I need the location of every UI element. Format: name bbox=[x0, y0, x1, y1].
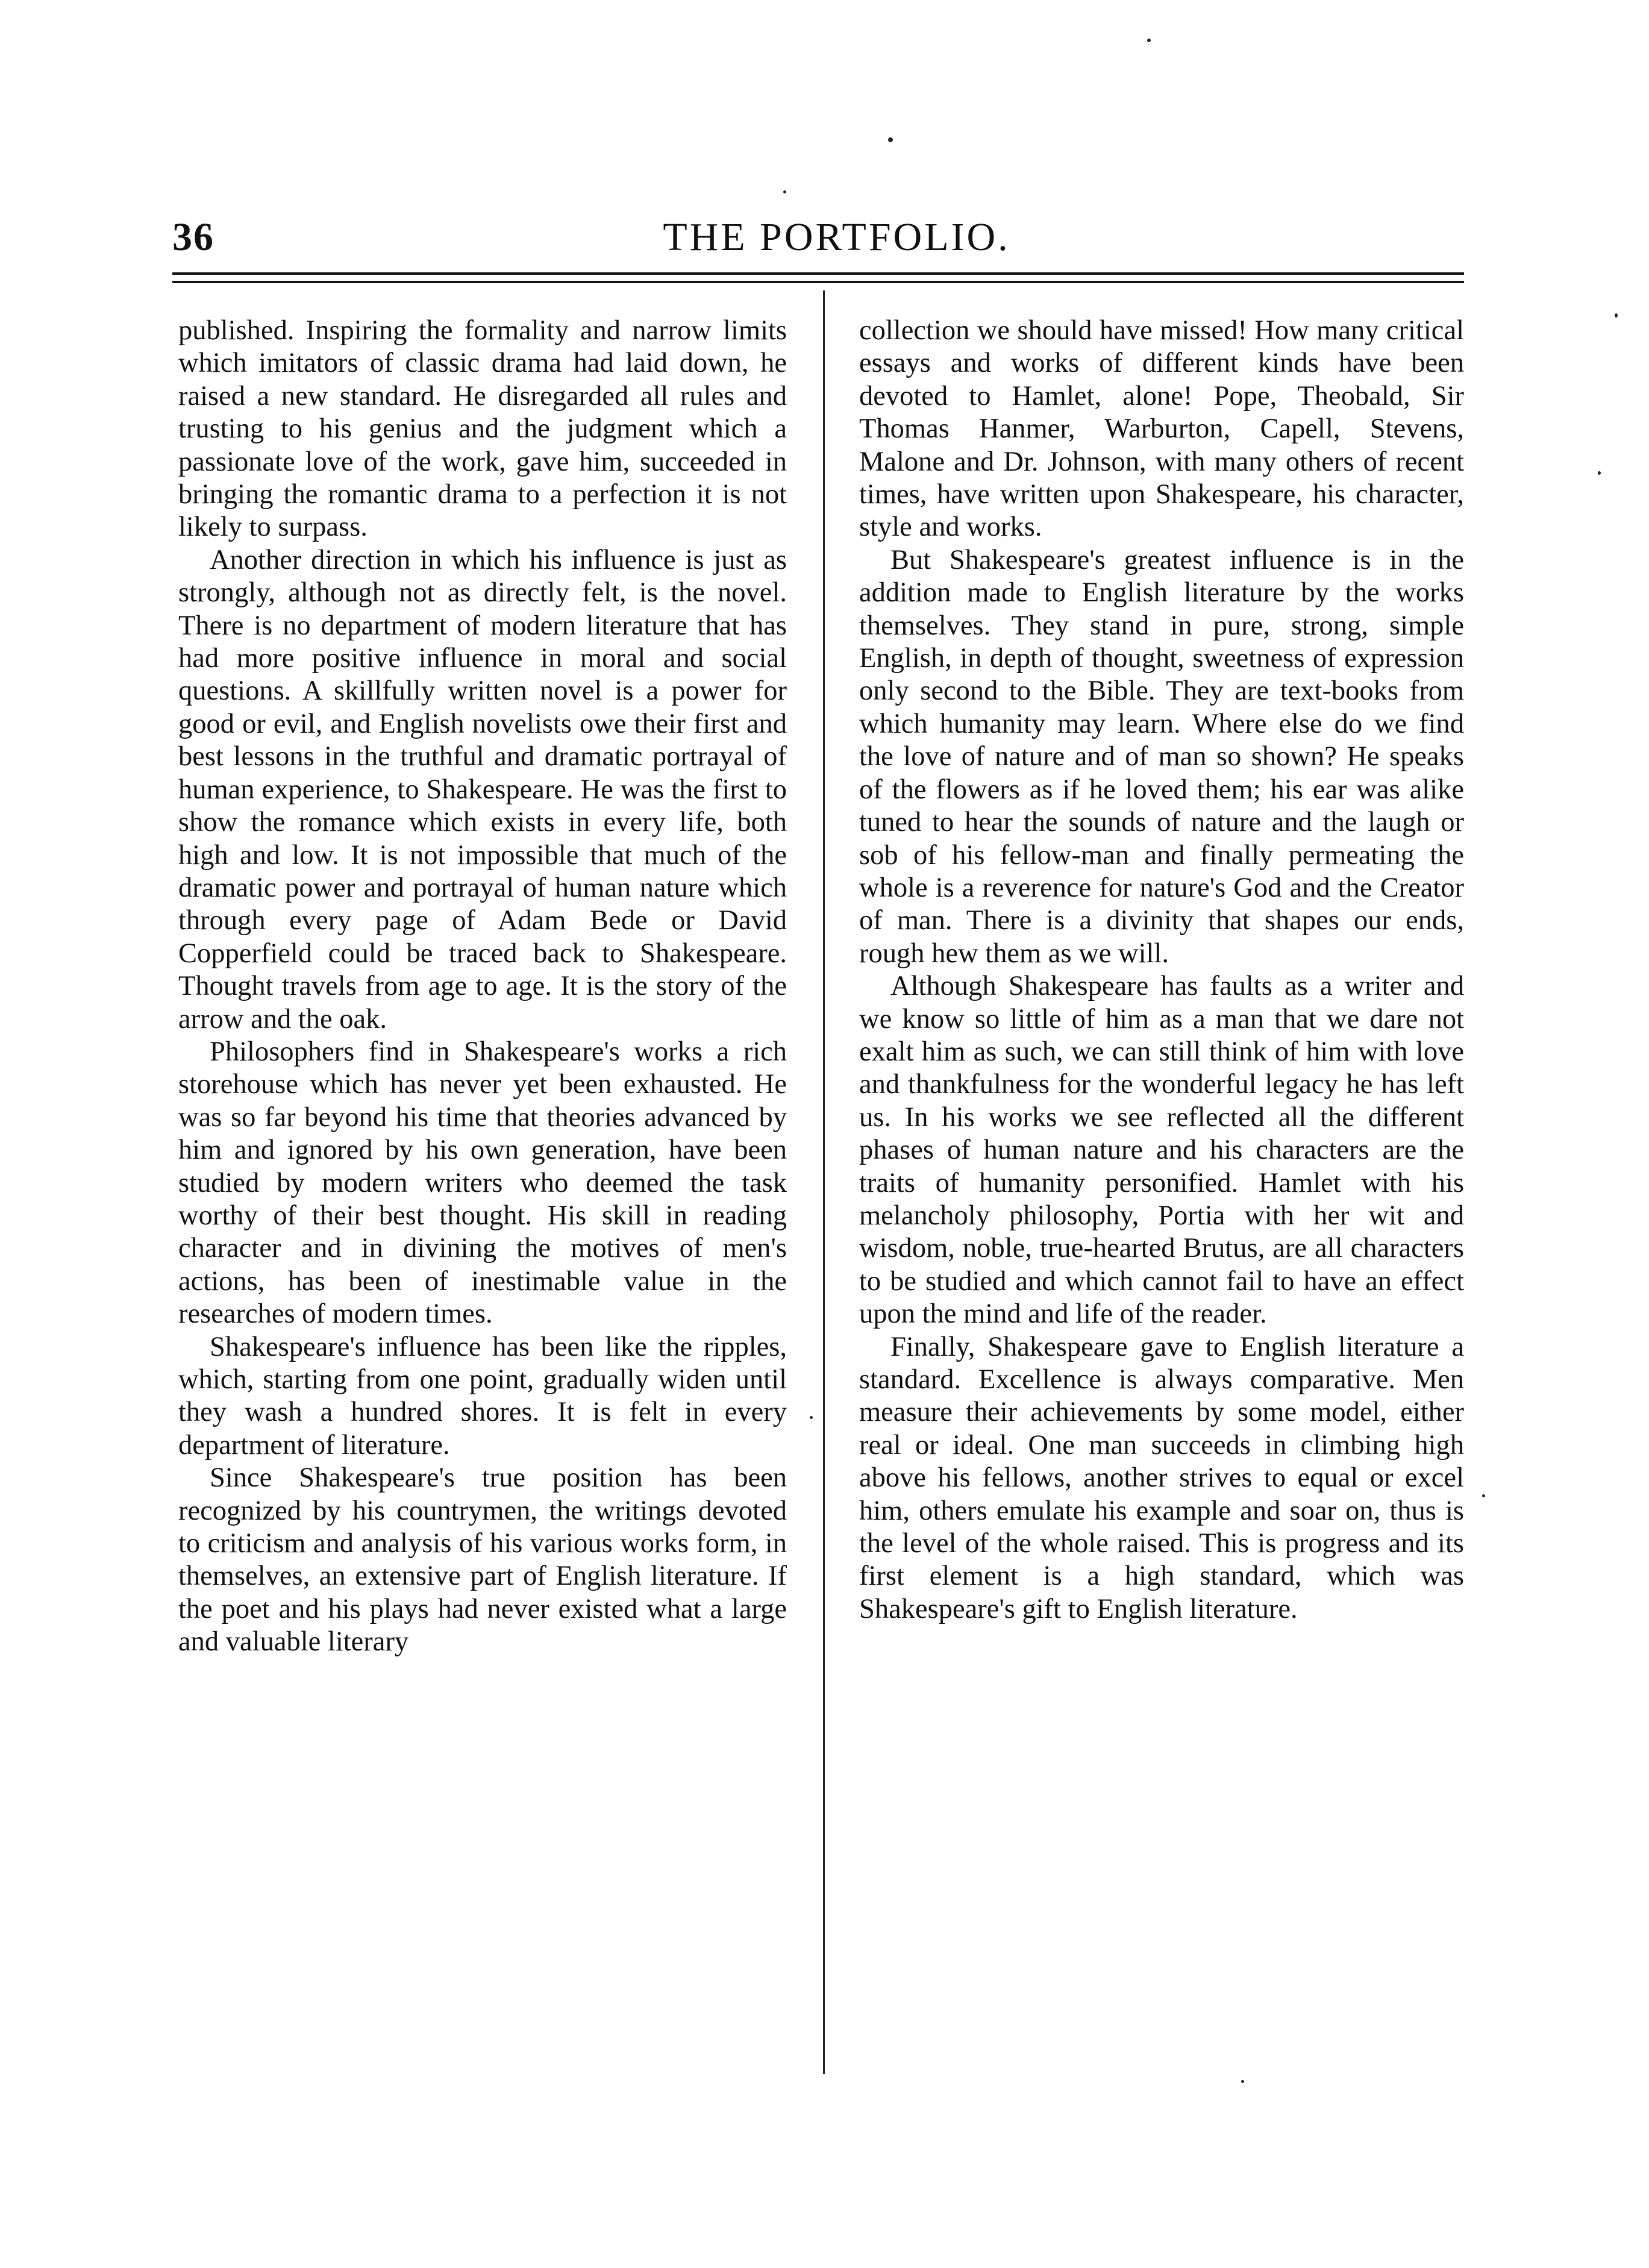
paragraph: Finally, Shakespeare gave to English literature a standard. Excellence is always comparative. Men measure their achievements by some model, either real or ideal. One man succeeds in climbing high above his fellows, another strives to equal or excel him, others emulate his example and soar on, thus is the level of the whole raised. This is progress and its first element is a high standard, which was Shakespeare's gift to English literature. bbox=[859, 1331, 1464, 1624]
scan-speck bbox=[888, 137, 893, 142]
paragraph: But Shakespeare's greatest influence is in the addition made to English literature by the works themselves. They stand in pure, strong, simple English, in depth of thought, sweetness of expression only second to the Bible. They are text-books from which humanity may learn. Where else do we find the love of nature and of man so shown? He speaks of the flowers as if he loved them; his ear was alike tuned to hear the sounds of nature and the laugh or sob of his fellow-man and finally permeating the whole is a reverence for nature's God and the Creator of man. There is a divinity that shapes our ends, rough hew them as we will. bbox=[859, 544, 1464, 969]
scan-speck bbox=[1615, 313, 1618, 318]
paragraph: published. Inspiring the formality and narrow limits which imitators of classic drama had laid down, he raised a new standard. He disregarded all rules and trusting to his genius and the judgment which a passionate love of the work, gave him, succeeded in bringing the romantic drama to a perfection it is not likely to surpass. bbox=[178, 315, 787, 543]
column-divider bbox=[823, 290, 825, 2074]
paragraph: collection we should have missed! How many critical essays and works of different kinds have been devoted to Hamlet, alone! Pope, Theobald, Sir Thomas Hanmer, Warburton, Capell, Stevens, Malone and Dr. Johnson, with many others of recent times, have written upon Shakespeare, his character, style and works. bbox=[859, 315, 1464, 543]
page-number: 36 bbox=[172, 215, 214, 259]
paragraph: Philosophers find in Shakespeare's works a rich storehouse which has never yet been exhausted. He was so far beyond his time that theories advanced by him and ignored by his own generation, have been studied by modern writers who deemed the task worthy of their best thought. His skill in reading character and in divining the motives of men's actions, has been of inestimable value in the researches of modern times. bbox=[178, 1036, 787, 1330]
scan-speck bbox=[810, 1416, 813, 1419]
scan-speck bbox=[1598, 471, 1601, 475]
paragraph: Another direction in which his influence is just as strongly, although not as directly felt, is the novel. There is no department of modern literature that has had more positive influence in moral and social questions. A skillfully written novel is a power for good or evil, and English novelists owe their first and best lessons in the truthful and dramatic portrayal of human experience, to Shakespeare. He was the first to show the romance which exists in every life, both high and low. It is not impossible that much of the dramatic power and portrayal of human nature which through every page of Adam Bede or David Copperfield could be traced back to Shakespeare. Thought travels from age to age. It is the story of the arrow and the oak. bbox=[178, 544, 787, 1035]
left-column bbox=[178, 315, 787, 1659]
scan-speck bbox=[1482, 1494, 1485, 1497]
paragraph: Shakespeare's influence has been like the ripples, which, starting from one point, gradually widen until they wash a hundred shores. It is felt in every department of literature. bbox=[178, 1331, 787, 1461]
header-rule bbox=[172, 272, 1464, 275]
running-title: THE PORTFOLIO. bbox=[663, 215, 1010, 259]
scan-speck bbox=[1147, 39, 1151, 42]
scan-speck bbox=[1241, 2080, 1244, 2083]
right-column bbox=[859, 315, 1464, 1626]
paragraph: Since Shakespeare's true position has been recognized by his countrymen, the writings devoted to criticism and analysis of his various works form, in themselves, an extensive part of English literature. If the poet and his plays had never existed what a large and valuable literary bbox=[178, 1462, 787, 1658]
paragraph: Although Shakespeare has faults as a writer and we know so little of him as a man that we dare not exalt him as such, we can still think of him with love and thankfulness for the wonderful legacy he has left us. In his works we see reflected all the different phases of human nature and his characters are the traits of humanity personified. Hamlet with his melancholy philosophy, Portia with her wit and wisdom, noble, true-hearted Brutus, are all characters to be studied and which cannot fail to have an effect upon the mind and life of the reader. bbox=[859, 971, 1464, 1330]
header-rule-double bbox=[172, 281, 1464, 283]
scan-speck bbox=[783, 190, 786, 193]
